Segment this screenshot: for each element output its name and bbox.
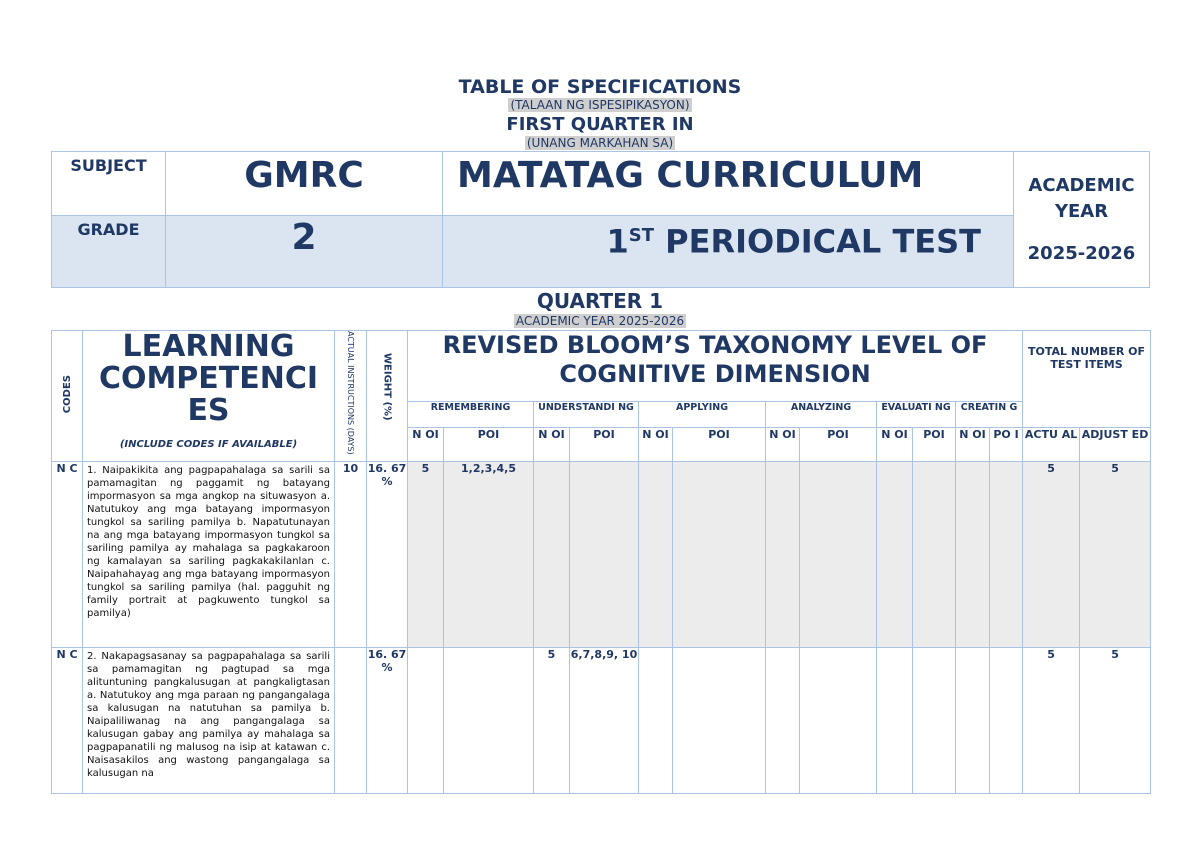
test-ordinal-suffix: ST <box>628 225 654 246</box>
row-ana-noi <box>766 648 800 794</box>
poi-header: POI <box>444 427 534 461</box>
academic-year-cell <box>1014 152 1150 288</box>
test-title: PERIODICAL TEST <box>653 222 981 261</box>
row-actual: 5 <box>1023 462 1080 648</box>
test-name <box>443 216 1014 288</box>
row-app-noi <box>639 462 673 648</box>
poi-header: POI <box>913 427 956 461</box>
row-cre-noi <box>956 462 990 648</box>
table-row <box>52 462 1151 648</box>
level-creating: CREATIN G <box>956 401 1023 427</box>
subject-value: GMRC <box>166 152 443 216</box>
row-rem-noi: 5 <box>408 462 444 648</box>
row-cre-poi <box>990 462 1023 648</box>
days-header: ACTUAL INSTRUCTIONS (DAYS) <box>335 331 367 462</box>
row-eva-noi <box>877 648 913 794</box>
row-und-poi: 6,7,8,9, 10 <box>570 648 639 794</box>
poi-header: POI <box>570 427 639 461</box>
row-days: 10 <box>335 462 367 648</box>
bloom-line-1: REVISED BLOOM’S TAXONOMY LEVEL OF <box>442 331 988 359</box>
level-evaluating: EVALUATI NG <box>877 401 956 427</box>
row-rem-poi <box>444 648 534 794</box>
noi-header: N OI <box>639 427 673 461</box>
row-app-poi <box>673 648 766 794</box>
row-cre-poi <box>990 648 1023 794</box>
table-row <box>52 648 1151 794</box>
row-code: N C <box>52 648 83 794</box>
row-eva-noi <box>877 462 913 648</box>
level-analyzing: ANALYZING <box>766 401 877 427</box>
noi-header: N OI <box>956 427 990 461</box>
row-competency: 2. Nakapagsasanay sa pagpapahalaga sa sarili sa pamamagitan ng pagtupad sa mga alituntuning pangkalusugan at pangkaligtasan a. Natutukoy ang mga paraan ng pangangalaga sa kalusugan na natutuhan sa pamilya b. Naipaliliwanag na ang pangangalaga sa kalusugan gabay ang pamilya ay mahalaga sa pagpapanatili ng malusog na isip at katawan c. Naisasakilos ang wastong pangangalaga sa kalusugan na <box>83 648 335 794</box>
row-und-noi <box>534 462 570 648</box>
doc-title-translation: (TALAAN NG ISPESIPIKASYON) <box>510 98 690 112</box>
row-app-noi <box>639 648 673 794</box>
total-items-header: TOTAL NUMBER OF TEST ITEMS <box>1023 331 1151 428</box>
row-ana-noi <box>766 462 800 648</box>
row-actual: 5 <box>1023 648 1080 794</box>
row-ana-poi <box>800 648 877 794</box>
row-adjusted: 5 <box>1080 648 1151 794</box>
grade-label: GRADE <box>52 216 166 288</box>
weight-header: WEIGHT (%) <box>367 331 408 462</box>
poi-header: PO I <box>990 427 1023 461</box>
academic-label: ACADEMIC <box>1028 174 1135 196</box>
row-ana-poi <box>800 462 877 648</box>
year-label: YEAR <box>1054 200 1109 222</box>
row-days <box>335 648 367 794</box>
section-title: QUARTER 1 <box>536 289 664 313</box>
noi-header: N OI <box>877 427 913 461</box>
bloom-taxonomy-header <box>408 331 1023 402</box>
lc-line-2: COMPETENCI <box>98 361 319 396</box>
academic-year-value: 2025-2026 <box>1027 242 1136 264</box>
quarter-heading: FIRST QUARTER IN <box>506 114 694 135</box>
row-weight: 16. 67 % <box>367 462 408 648</box>
level-understanding: UNDERSTANDI NG <box>534 401 639 427</box>
level-applying: APPLYING <box>639 401 766 427</box>
level-remembering: REMEMBERING <box>408 401 534 427</box>
subject-label: SUBJECT <box>52 152 166 216</box>
quarter-heading-translation: (UNANG MARKAHAN SA) <box>526 136 674 150</box>
learning-competencies-header <box>83 331 335 462</box>
poi-header: POI <box>800 427 877 461</box>
actual-header: ACTU AL <box>1023 427 1080 461</box>
row-und-noi: 5 <box>534 648 570 794</box>
row-eva-poi <box>913 648 956 794</box>
specification-table <box>51 330 1151 794</box>
section-subtitle: ACADEMIC YEAR 2025-2026 <box>515 314 685 328</box>
lc-line-1: LEARNING <box>122 329 295 364</box>
lc-subtext: (INCLUDE CODES IF AVAILABLE) <box>119 439 298 450</box>
poi-header: POI <box>673 427 766 461</box>
codes-header: CODES <box>52 331 83 462</box>
doc-title: TABLE OF SPECIFICATIONS <box>458 76 742 98</box>
noi-header: N OI <box>766 427 800 461</box>
row-und-poi <box>570 462 639 648</box>
noi-header: N OI <box>534 427 570 461</box>
row-app-poi <box>673 462 766 648</box>
adjusted-header: ADJUST ED <box>1080 427 1151 461</box>
row-cre-noi <box>956 648 990 794</box>
bloom-line-2: COGNITIVE DIMENSION <box>559 360 871 388</box>
row-competency: 1. Naipakikita ang pagpapahalaga sa sarili sa pamamagitan ng paggamit ng batayang impormasyon sa mga angkop na situwasyon a. Natutukoy ang mga batayang impormasyon tungkol sa sariling pamilya b. Napatutunayan na ang mga batayang impormasyon tungkol sa sariling pamilya ay mahalaga sa pagkakaroon ng kamalayan sa sariling pagkakakilanlan c. Naipahahayag ang mga batayang impormasyon tungkol sa sariling pamilya (hal. pagguhit ng family portrait at pagkuwento tungkol sa pamilya) <box>83 462 335 648</box>
lc-line-3: ES <box>187 393 230 428</box>
row-eva-poi <box>913 462 956 648</box>
row-weight: 16. 67 % <box>367 648 408 794</box>
row-rem-poi: 1,2,3,4,5 <box>444 462 534 648</box>
noi-header: N OI <box>408 427 444 461</box>
row-rem-noi <box>408 648 444 794</box>
curriculum-value: MATATAG CURRICULUM <box>443 152 1014 216</box>
row-adjusted: 5 <box>1080 462 1151 648</box>
row-code: N C <box>52 462 83 648</box>
test-ordinal: 1 <box>606 222 629 261</box>
grade-value: 2 <box>166 216 443 288</box>
info-table <box>51 151 1150 288</box>
